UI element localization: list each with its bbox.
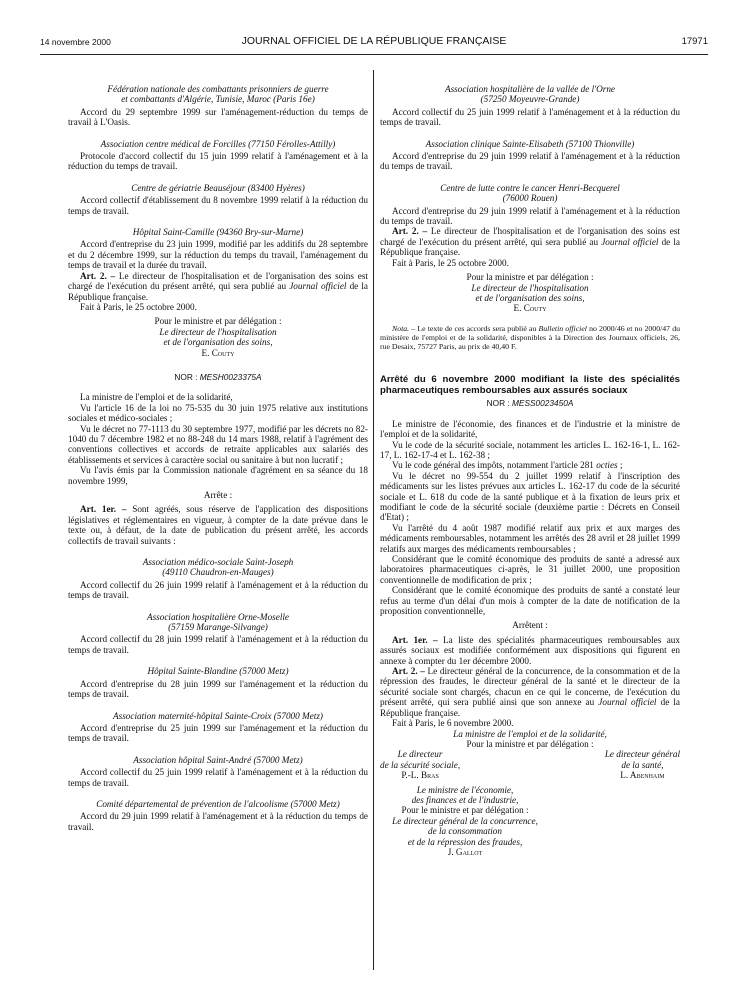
nor-reference: NOR : MESS0023450A xyxy=(486,398,574,409)
signature-pair xyxy=(380,749,680,780)
decree-title: Arrêté du 6 novembre 2000 modifiant la liste des spécialités pharmaceutiques remboursables aux assurés sociaux xyxy=(380,373,680,396)
signature-dss: Le directeur de la sécurité sociale, P.-L. Bras xyxy=(380,749,461,781)
entry-body: Accord d'entreprise du 29 juin 1999 relatif à l'aménagement et à la réduction du temps de travail. xyxy=(380,205,680,227)
signature-economy: Le ministre de l'économie, des finances et de l'industrie, Pour le ministre et par délégation : Le directeur général de la concurrence, de la consommation et de la répression des fraudes, J. Gallot xyxy=(392,784,538,857)
done-at: Fait à Paris, le 6 novembre 2000. xyxy=(392,718,514,729)
entry-heading: Association hospitalière Orne-Moselle (57159 Marange-Silvange) xyxy=(146,611,290,633)
article-2: Art. 2. – Le directeur de l'hospitalisation et de l'organisation des soins est chargé de l'exécution du présent arrêté, qui sera publié au Journal officiel de la République française. xyxy=(68,270,369,302)
entry-heading: Association centre médical de Forcilles (77150 Férolles-Attilly) xyxy=(100,138,336,149)
article-1: Art. 1er. – Sont agréés, sous réserve de l'application des dispositions législatives et réglementaires en vigueur, à compter de la date prévue dans le texte ou, à défaut, de la date de publication du présent arrêté, les accords collectifs de travail suivants : xyxy=(68,504,368,546)
entry-body: Accord collectif du 25 juin 1999 relatif à l'aménagement et à la réduction du temps de travail. xyxy=(68,767,368,788)
signature-block: Pour le ministre et par délégation : Le directeur de l'hospitalisation et de l'organisation des soins, E. Couty xyxy=(154,316,282,358)
arrete-heading: Arrête : xyxy=(203,490,233,500)
nota-note: Nota. – Le texte de ces accords sera publié au Bulletin officiel no 2000/46 et no 2000/47 du ministère de l'emploi et de la solidarité, disponibles à la Direction des Journaux officiels, 26, rue Desaix, 75727 Paris, au prix de 40,40 F. xyxy=(380,323,680,351)
article-2: Art. 2. – Le directeur de l'hospitalisation et de l'organisation des soins est chargé de l'exécution du présent arrêté, qui sera publié au Journal officiel de la République française. xyxy=(380,226,681,258)
preamble: Vu l'arrêté du 4 août 1987 modifié relatif aux prix et aux marges des médicaments remboursables, notamment les arrêtés des 28 avril et 28 juillet 1999 relatifs aux marges des médicaments remboursables ; xyxy=(380,522,680,554)
preamble: Considérant que le comité économique des produits de santé a adressé aux laboratoires pharmaceutiques ci-après, le 31 juillet 2000, une proposition conventionnelle de modification de prix ; xyxy=(380,554,680,585)
column-divider xyxy=(373,70,374,970)
page-header xyxy=(40,34,708,52)
entry-heading: Association hospitalière de la vallée de l'Orne (57250 Moyeuvre-Grande) xyxy=(444,84,616,105)
header-rule xyxy=(40,54,708,55)
preamble: La ministre de l'emploi et de la solidarité, xyxy=(80,392,233,403)
entry-heading: Association clinique Sainte-Elisabeth (57100 Thionville) xyxy=(425,138,635,149)
entry-heading: Centre de lutte contre le cancer Henri-Becquerel (76000 Rouen) xyxy=(440,182,620,204)
preamble: Vu l'article 16 de la loi no 75-535 du 30 juin 1975 relative aux institutions sociales et médico-sociales ; xyxy=(68,402,368,424)
signature-dgs: Le directeur général de la santé, L. Abenhaim xyxy=(604,749,680,781)
header-page-number: 17971 xyxy=(681,36,708,47)
arretent-heading: Arrêtent : xyxy=(512,620,548,631)
entry-body: Accord collectif d'établissement du 8 novembre 1999 relatif à la réduction du temps de travail. xyxy=(68,195,368,216)
header-journal-title: JOURNAL OFFICIEL DE LA RÉPUBLIQUE FRANÇAISE xyxy=(241,35,507,47)
entry-heading: Centre de gériatrie Beauséjour (83400 Hyères) xyxy=(131,182,305,193)
signature-minister: La ministre de l'emploi et de la solidarité, xyxy=(453,728,607,739)
right-column xyxy=(380,84,680,857)
entry-heading: Fédération nationale des combattants prisonniers de guerre et combattants d'Algérie, Tunisie, Maroc (Paris 16e) xyxy=(107,84,329,105)
nor-reference: NOR : MESH0023375A xyxy=(174,371,262,382)
header-date: 14 novembre 2000 xyxy=(40,37,111,47)
signature-delegation: Pour la ministre et par délégation : xyxy=(466,738,594,749)
entry-body: Protocole d'accord collectif du 15 juin 1999 relatif à l'aménagement et à la réduction du temps de travail. xyxy=(68,151,368,172)
entry-heading: Hôpital Saint-Camille (94360 Bry-sur-Marne) xyxy=(132,227,304,238)
done-at: Fait à Paris, le 25 octobre 2000. xyxy=(392,257,509,268)
entry-body: Accord collectif du 25 juin 1999 relatif à l'aménagement et à la réduction du temps de travail. xyxy=(380,106,680,128)
article-1: Art. 1er. – La liste des spécialités pharmaceutiques remboursables aux assurés sociaux est modifiée conformément aux dispositions qui figurent en annexe à compter du 1er décembre 2000. xyxy=(380,634,680,666)
preamble: Vu l'avis émis par la Commission nationale d'agrément en sa séance du 18 novembre 1999, xyxy=(68,465,368,486)
entry-heading: Association médico-sociale Saint-Joseph (49110 Chaudron-en-Mauges) xyxy=(142,557,294,578)
entry-heading: Association hôpital Saint-André (57000 Metz) xyxy=(133,754,303,765)
article-2: Art. 2. – Le directeur général de la concurrence, de la consommation et de la répression des fraudes, le directeur général de la santé et le directeur de la sécurité sociale sont chargés, chacun en ce qui le concerne, de l'exécution du présent arrêté, qui sera publié ainsi que son annexe au Journal officiel de la République française. xyxy=(380,666,681,718)
preamble: Vu le décret no 77-1113 du 30 septembre 1977, modifié par les décrets no 82-1040 du 7 décembre 1982 et no 88-248 du 14 mars 1988, relatif à l'agrément des conventions collectives et accords de retraite applicables aux salariés des établissements et services à caractère social ou sanitaire à but non lucratif ; xyxy=(68,423,368,465)
preamble: Le ministre de l'économie, des finances et de l'industrie et la ministre de l'emploi et de la solidarité, xyxy=(380,418,680,440)
done-at: Fait à Paris, le 25 octobre 2000. xyxy=(80,301,197,312)
entry-body: Accord d'entreprise du 23 juin 1999, modifié par les additifs du 28 septembre et du 2 décembre 1999, sur la réduction du temps du travail, l'aménagement du temps de travail et la durée du travail. xyxy=(68,239,368,271)
preamble: Vu le décret no 99-554 du 2 juillet 1999 relatif à l'inscription des médicaments sur les listes prévues aux articles L. 162-17 du code de la sécurité sociale et L. 618 du code de la santé publique et à la fixation de leurs prix et modifiant le code de la sécurité sociale (deuxième partie : Décrets en Conseil d'Etat) ; xyxy=(380,470,680,523)
preamble: Vu le code général des impôts, notamment l'article 281 octies ; xyxy=(392,460,623,471)
left-column xyxy=(68,84,368,832)
signature-block: Pour la ministre et par délégation : Le directeur de l'hospitalisation et de l'organisation des soins, E. Couty xyxy=(466,272,594,314)
entry-heading: Hôpital Sainte-Blandine (57000 Metz) xyxy=(147,666,289,677)
entry-body: Accord d'entreprise du 25 juin 1999 sur l'aménagement et la réduction du temps de travail. xyxy=(68,722,368,744)
entry-heading: Association maternité-hôpital Sainte-Croix (57000 Metz) xyxy=(113,710,323,721)
entry-body: Accord d'entreprise du 29 juin 1999 relatif à l'aménagement et à la réduction du temps de travail. xyxy=(380,151,680,172)
entry-body: Accord du 29 septembre 1999 sur l'aménagement-réduction du temps de travail à L'Oasis. xyxy=(68,106,368,128)
entry-body: Accord d'entreprise du 28 juin 1999 sur l'aménagement et la réduction du temps de travail. xyxy=(68,678,368,700)
entry-body: Accord collectif du 26 juin 1999 relatif à l'aménagement et à la réduction du temps de travail. xyxy=(68,579,368,601)
entry-body: Accord du 29 juin 1999 relatif à l'aménagement et à la réduction du temps de travail. xyxy=(68,811,368,832)
entry-heading: Comité départemental de prévention de l'alcoolisme (57000 Metz) xyxy=(96,798,340,809)
entry-body: Accord collectif du 28 juin 1999 relatif à l'aménagement et à la réduction du temps de travail. xyxy=(68,634,368,655)
preamble: Considérant que le comité économique des produits de santé a constaté leur refus au terme d'un délai d'un mois à compter de la date de notification de la proposition conventionnelle, xyxy=(380,585,680,617)
preamble: Vu le code de la sécurité sociale, notamment les articles L. 162-16-1, L. 162-17, L. 162-17-4 et L. 162-38 ; xyxy=(380,439,680,460)
